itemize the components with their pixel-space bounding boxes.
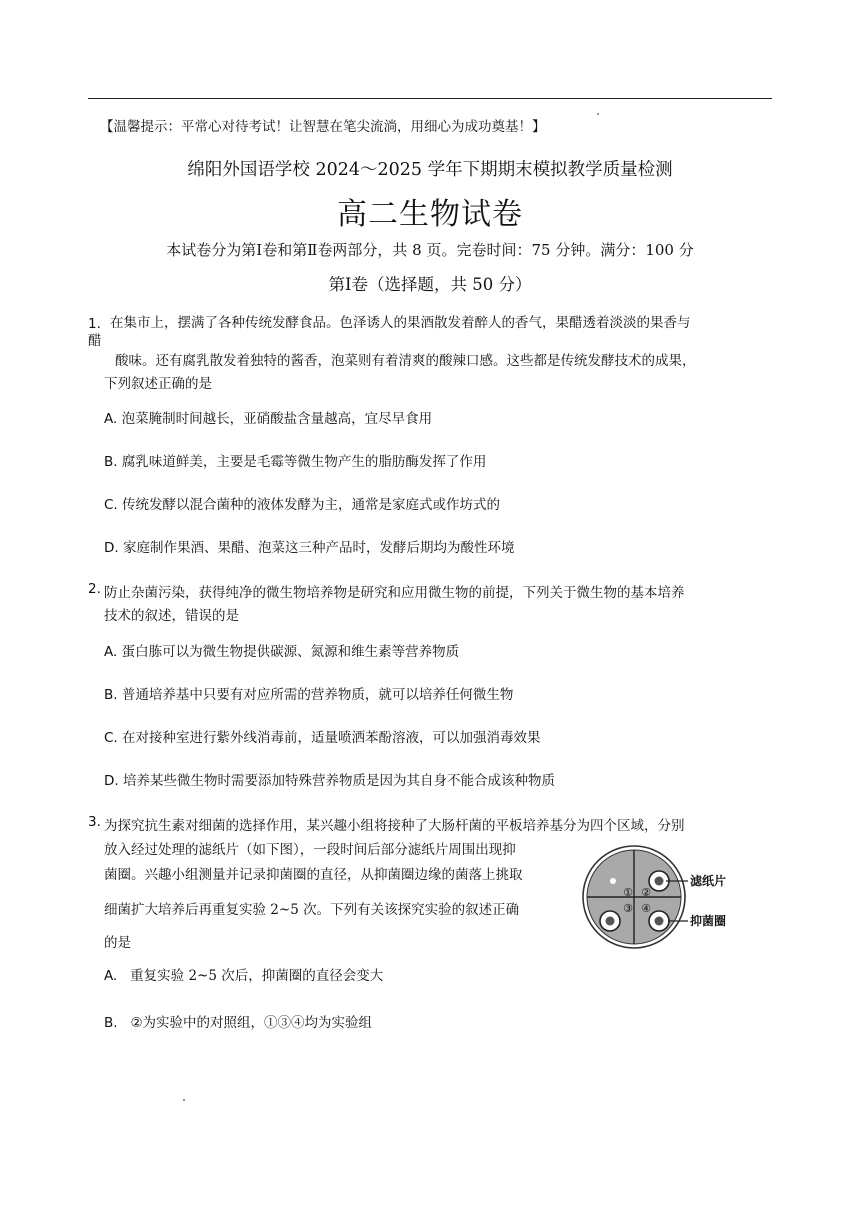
option-b[interactable] [104, 683, 513, 703]
option-c[interactable] [104, 726, 541, 746]
option-b[interactable] [104, 1011, 372, 1031]
question-text-line: 酸味。还有腐乳散发着独特的酱香，泡菜则有着清爽的酸辣口感。这些都是传统发酵技术的成果， [115, 353, 696, 369]
option-label: D. [104, 540, 119, 556]
exam-info: 本试卷分为第Ⅰ卷和第Ⅱ卷两部分，共 8 页。完卷时间：75 分钟。满分：100 分 [166, 241, 694, 259]
option-a[interactable] [104, 964, 383, 984]
question-text-line: 菌圈。兴趣小组测量并记录抑菌圈的直径，从抑菌圈边缘的菌落上挑取 [104, 867, 523, 883]
school-line: 绵阳外国语学校 2024～2025 学年下期期末模拟教学质量检测 [187, 160, 673, 180]
question-number-tail: 醋 [88, 333, 102, 349]
header-rule [88, 98, 772, 99]
question-text-line: 下列叙述正确的是 [104, 376, 212, 392]
option-label: C. [104, 497, 118, 513]
option-text: 普通培养基中只要有对应所需的营养物质，就可以培养任何微生物 [121, 687, 514, 703]
option-text: ②为实验中的对照组，①③④均为实验组 [130, 1015, 373, 1031]
question-number: 2. [88, 581, 101, 597]
option-text: 家庭制作果酒、果醋、泡菜这三种产品时，发酵后期均为酸性环境 [122, 540, 515, 556]
option-text: 重复实验 2~5 次后，抑菌圈的直径会变大 [130, 968, 384, 984]
question-text-line: 防止杂菌污染，获得纯净的微生物培养物是研究和应用微生物的前提，下列关于微生物的基本培养 [104, 585, 685, 601]
option-label: D. [104, 773, 119, 789]
question-text-line: 在集市上，摆满了各种传统发酵食品。色泽诱人的果酒散发着醉人的香气，果醋透着淡淡的果香与 [110, 315, 691, 331]
option-c[interactable] [104, 493, 500, 513]
option-label: C. [104, 730, 118, 746]
question-text-line: 为探究抗生素对细菌的选择作用，某兴趣小组将接种了大肠杆菌的平板培养基分为四个区域，分别 [104, 818, 685, 834]
warm-tip: 【温馨提示：平常心对待考试！让智慧在笔尖流淌，用细心为成功奠基！】 [100, 119, 546, 135]
option-label: A. [104, 968, 118, 984]
option-a[interactable] [104, 407, 432, 427]
option-text: 传统发酵以混合菌种的液体发酵为主，通常是家庭式或作坊式的 [122, 497, 501, 513]
option-b[interactable] [104, 450, 486, 470]
option-text: 泡菜腌制时间越长，亚硝酸盐含量越高，宜尽早食用 [121, 411, 433, 427]
region-label: ② [641, 886, 651, 899]
question-text-line: 放入经过处理的滤纸片（如下图），一段时间后部分滤纸片周围出现抑 [104, 842, 516, 858]
option-text: 在对接种室进行紫外线消毒前，适量喷洒苯酚溶液，可以加强消毒效果 [122, 730, 541, 746]
filter-paper-bottom-left [606, 917, 615, 926]
option-text: 腐乳味道鲜美，主要是毛霉等微生物产生的脂肪酶发挥了作用 [121, 454, 487, 470]
option-label: A. [104, 644, 118, 660]
question-text-line: 技术的叙述，错误的是 [104, 608, 239, 624]
label-inhibition-zone: 抑菌圈 [690, 914, 727, 928]
option-d[interactable] [104, 536, 514, 556]
question-number: 1. [88, 316, 101, 332]
label-filter-paper: 滤纸片 [690, 874, 727, 888]
option-a[interactable] [104, 640, 459, 660]
region-label: ① [623, 886, 633, 899]
question-text-line: 细菌扩大培养后再重复实验 2~5 次。下列有关该探究实验的叙述正确 [104, 902, 520, 918]
stray-dot [183, 1099, 185, 1101]
option-label: B. [104, 454, 118, 470]
option-label: B. [104, 1015, 118, 1031]
question-number: 3. [88, 814, 101, 830]
exam-title: 高二生物试卷 [337, 197, 523, 232]
section-heading: 第Ⅰ卷（选择题，共 50 分） [328, 275, 532, 294]
region-label: ③ [623, 902, 633, 915]
option-text: 培养某些微生物时需要添加特殊营养物质是因为其自身不能合成该种物质 [122, 773, 555, 789]
filter-paper-top-right [655, 877, 664, 886]
petri-dish-figure [580, 843, 750, 953]
stray-dot [597, 113, 599, 115]
option-label: A. [104, 411, 118, 427]
filter-paper-bottom-right [655, 917, 664, 926]
question-text-line: 的是 [104, 935, 131, 951]
option-text: 蛋白胨可以为微生物提供碳源、氮源和维生素等营养物质 [121, 644, 460, 660]
option-d[interactable] [104, 769, 555, 789]
option-label: B. [104, 687, 118, 703]
filter-paper-no-zone [610, 878, 616, 884]
region-label: ④ [641, 902, 651, 915]
